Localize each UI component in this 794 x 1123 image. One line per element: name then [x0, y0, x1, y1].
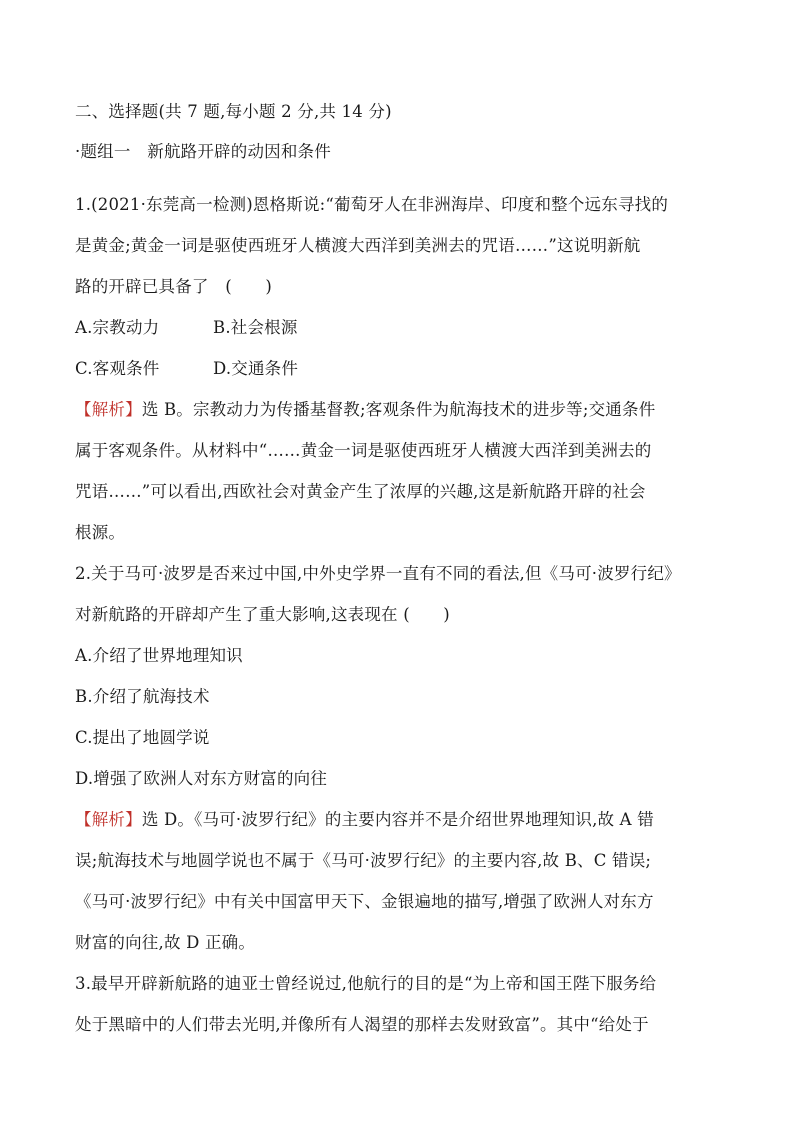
- question-line: 是黄金;黄金一词是驱使西班牙人横渡大西洋到美洲去的咒语……”这说明新航: [75, 236, 641, 255]
- option-c: C.提出了地圆学说: [75, 728, 210, 747]
- document-page: [75, 100, 725, 1045]
- question-2: [75, 553, 725, 963]
- option-a: A.介绍了世界地理知识: [75, 646, 243, 665]
- question-line: 对新航路的开辟却产生了重大影响,这表现在 ( ): [75, 605, 450, 624]
- question-2-options: [75, 635, 725, 799]
- question-1-stem: [75, 184, 725, 307]
- section-title: 二、选择题(共 7 题,每小题 2 分,共 14 分): [75, 102, 392, 121]
- option-b: B.介绍了航海技术: [75, 687, 210, 706]
- question-1-analysis: [75, 389, 725, 553]
- option-c: C.客观条件: [75, 359, 160, 378]
- question-line: 处于黑暗中的人们带去光明,并像所有人渴望的那样去发财致富”。其中“给处于: [75, 1015, 649, 1034]
- question-line: 路的开辟已具备了 ( ): [75, 277, 272, 296]
- analysis-tag: 【解析】: [75, 810, 142, 829]
- question-line: 3.最早开辟新航路的迪亚士曾经说过,他航行的目的是“为上帝和国王陛下服务给: [75, 974, 657, 993]
- analysis-line: 咒语……”可以看出,西欧社会对黄金产生了浓厚的兴趣,这是新航路开辟的社会: [75, 482, 646, 501]
- analysis-line: 误;航海技术与地圆学说也不属于《马可·波罗行纪》的主要内容,故 B、C 错误;: [75, 851, 652, 870]
- option-a: A.宗教动力: [75, 318, 160, 337]
- question-3: [75, 963, 725, 1045]
- analysis-line: 根源。: [75, 523, 126, 542]
- analysis-line: 《马可·波罗行纪》中有关中国富甲天下、金银遍地的描写,增强了欧洲人对东方: [75, 892, 654, 911]
- option-d: D.增强了欧洲人对东方财富的向往: [75, 769, 328, 788]
- analysis-line: 属于客观条件。从材料中“……黄金一词是驱使西班牙人横渡大西洋到美洲去的: [75, 441, 652, 460]
- group-title: ·题组一 新航路开辟的动因和条件: [75, 142, 331, 161]
- analysis-line: 财富的向往,故 D 正确。: [75, 933, 256, 952]
- analysis-tag: 【解析】: [75, 400, 142, 419]
- analysis-line: 【解析】选 D。《马可·波罗行纪》的主要内容并不是介绍世界地理知识,故 A 错: [75, 810, 654, 829]
- question-1-options: [75, 307, 725, 389]
- question-1: [75, 184, 725, 553]
- option-row: [75, 348, 725, 389]
- option-b: B.社会根源: [213, 318, 298, 337]
- question-line: 2.关于马可·波罗是否来过中国,中外史学界一直有不同的看法,但《马可·波罗行纪》: [75, 564, 681, 583]
- question-line: 1.(2021·东莞高一检测)恩格斯说:“葡萄牙人在非洲海岸、印度和整个远东寻找的: [75, 195, 669, 214]
- analysis-line: 【解析】选 B。宗教动力为传播基督教;客观条件为航海技术的进步等;交通条件: [75, 400, 656, 419]
- question-2-analysis: [75, 799, 725, 963]
- question-2-stem: [75, 553, 725, 635]
- option-d: D.交通条件: [213, 359, 299, 378]
- option-row: [75, 307, 725, 348]
- question-3-stem: [75, 963, 725, 1045]
